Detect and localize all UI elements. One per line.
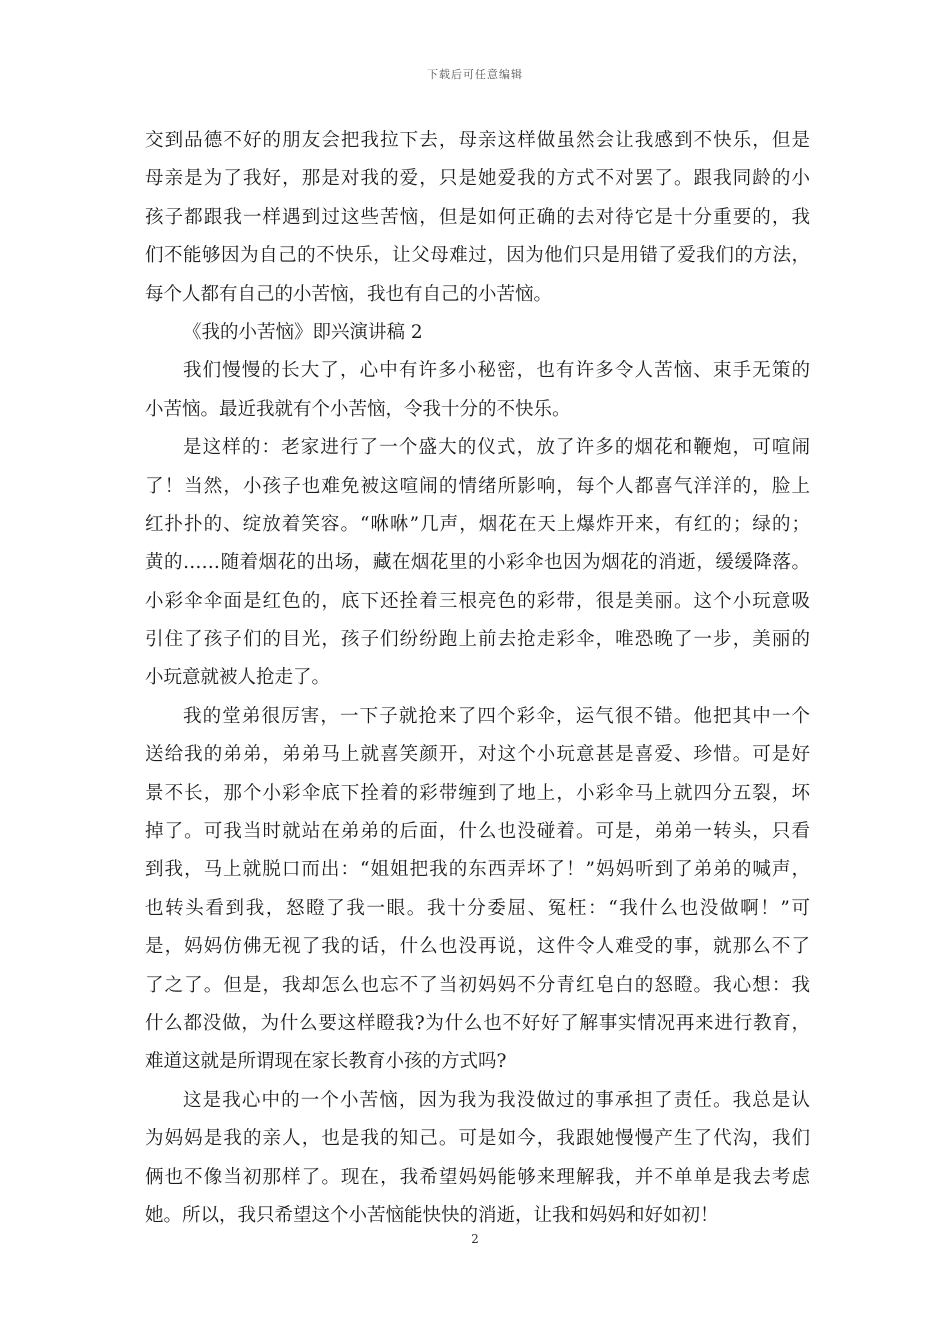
paragraph-line: 是这样的：老家进行了一个盛大的仪式，放了许多的烟花和鞭炮，可喧闹 [183, 437, 810, 459]
paragraph-line: 每个人都有自己的小苦恼，我也有自己的小苦恼。 [145, 283, 553, 305]
paragraph-line: 《我的小苦恼》即兴演讲稿 2 [183, 321, 423, 343]
paragraph [145, 314, 810, 352]
paragraph [145, 429, 810, 698]
paragraph-line: 这是我心中的一个小苦恼，因为我为我没做过的事承担了责任。我总是认 [183, 1089, 810, 1111]
document-body [145, 122, 810, 1235]
paragraph-line: 引住了孩子们的目光，孩子们纷纷跑上前去抢走彩伞，唯恐晚了一步，美丽的 [145, 629, 810, 651]
paragraph-line: 她。所以，我只希望这个小苦恼能快快的消逝，让我和妈妈和好如初！ [145, 1204, 719, 1226]
paragraph-line: 掉了。可我当时就站在弟弟的后面，什么也没碰着。可是，弟弟一转头，只看 [145, 821, 810, 843]
paragraph-line: 也转头看到我，怒瞪了我一眼。我十分委屈、冤枉：“我什么也没做啊！”可 [145, 897, 810, 919]
paragraph [145, 1082, 810, 1236]
paragraph [145, 122, 810, 314]
paragraph-line: 黄的……随着烟花的出场，藏在烟花里的小彩伞也因为烟花的消逝，缓缓降落。 [145, 552, 810, 574]
paragraph-line: 什么都没做，为什么要这样瞪我?为什么也不好好了解事实情况再来进行教育， [145, 1012, 810, 1034]
paragraph [145, 698, 810, 1082]
paragraph-line: 小玩意就被人抢走了。 [145, 667, 331, 689]
page-number: 2 [471, 1232, 479, 1246]
paragraph-line: 景不长，那个小彩伞底下拴着的彩带缠到了地上，小彩伞马上就四分五裂，坏 [145, 782, 810, 804]
paragraph-line: 了！当然，小孩子也难免被这喧闹的情绪所影响，每个人都喜气洋洋的，脸上 [145, 475, 810, 497]
paragraph-line: 俩也不像当初那样了。现在，我希望妈妈能够来理解我，并不单单是我去考虑 [145, 1166, 810, 1188]
paragraph-line: 送给我的弟弟，弟弟马上就喜笑颜开，对这个小玩意甚是喜爱、珍惜。可是好 [145, 744, 810, 766]
paragraph-line: 难道这就是所谓现在家长教育小孩的方式吗? [145, 1051, 507, 1073]
paragraph-line: 小苦恼。最近我就有个小苦恼，令我十分的不快乐。 [145, 398, 571, 420]
paragraph-line: 了之了。但是，我却怎么也忘不了当初妈妈不分青红皂白的怒瞪。我心想：我 [145, 974, 810, 996]
paragraph-line: 交到品德不好的朋友会把我拉下去，母亲这样做虽然会让我感到不快乐，但是 [145, 130, 810, 151]
paragraph-line: 是，妈妈仿佛无视了我的话，什么也没再说，这件令人难受的事，就那么不了 [145, 936, 810, 958]
paragraph-line: 母亲是为了我好，那是对我的爱，只是她爱我的方式不对罢了。跟我同龄的小 [145, 168, 810, 190]
paragraph-line: 们不能够因为自己的不快乐，让父母难过，因为他们只是用错了爱我们的方法， [145, 245, 810, 267]
paragraph-line: 红扑扑的、绽放着笑容。“咻咻”几声，烟花在天上爆炸开来，有红的；绿的； [145, 513, 810, 535]
paragraph [145, 352, 810, 429]
paragraph-line: 到我，马上就脱口而出：“姐姐把我的东西弄坏了！”妈妈听到了弟弟的喊声， [145, 859, 810, 881]
paragraph-line: 孩子都跟我一样遇到过这些苦恼，但是如何正确的去对待它是十分重要的，我 [145, 206, 810, 228]
paragraph-line: 小彩伞伞面是红色的，底下还拴着三根亮色的彩带，很是美丽。这个小玩意吸 [145, 590, 810, 612]
paragraph-line: 我们慢慢的长大了，心中有许多小秘密，也有许多令人苦恼、束手无策的 [183, 360, 810, 382]
page-header: 下载后可任意编辑 [427, 68, 523, 81]
paragraph-line: 我的堂弟很厉害，一下子就抢来了四个彩伞，运气很不错。他把其中一个 [183, 705, 810, 727]
paragraph-line: 为妈妈是我的亲人，也是我的知己。可是如今，我跟她慢慢产生了代沟，我们 [145, 1128, 810, 1150]
